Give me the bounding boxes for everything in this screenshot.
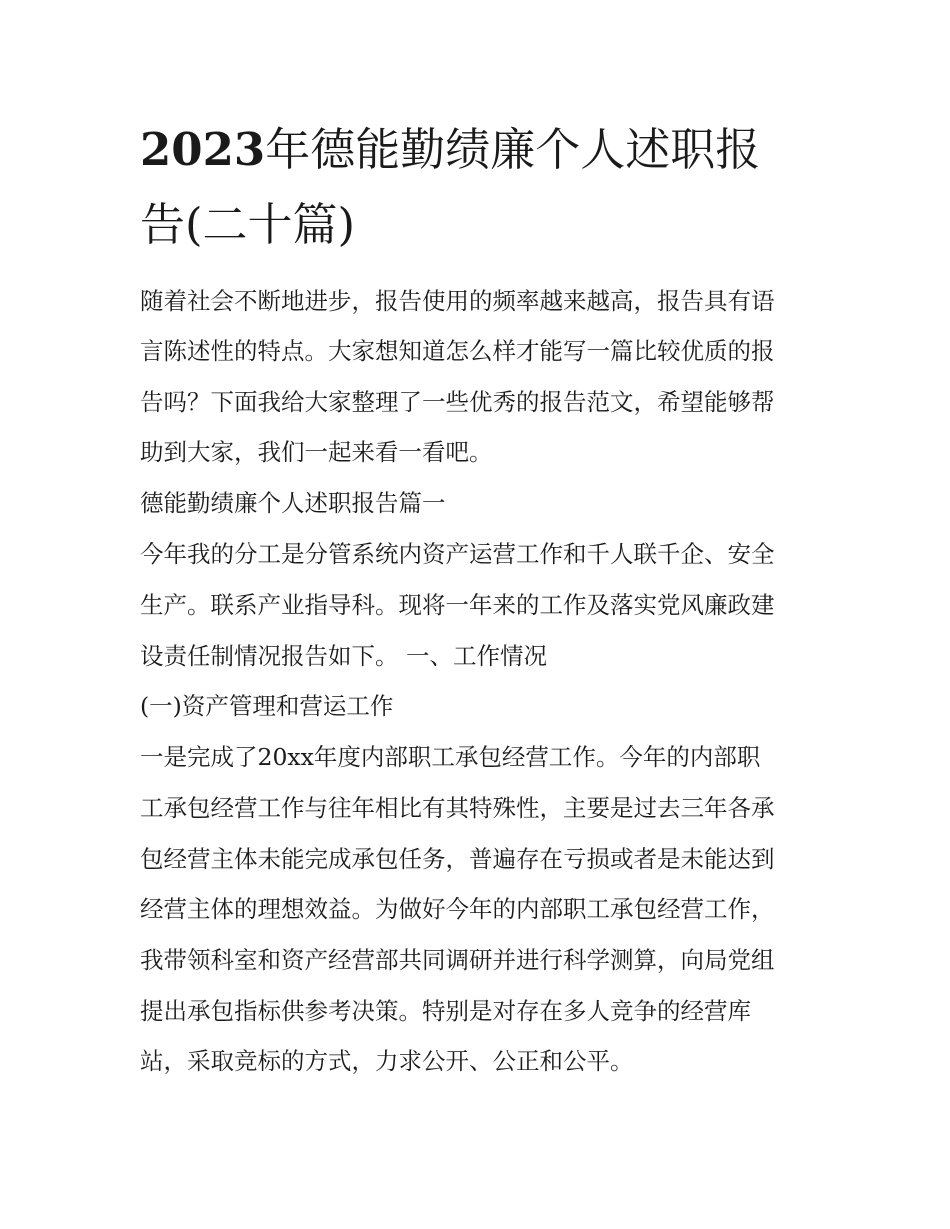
paragraph-line: 包经营主体未能完成承包任务，普遍存在亏损或者是未能达到 xyxy=(140,845,775,873)
paragraph-line: 助到大家，我们一起来看一看吧。 xyxy=(140,438,493,466)
title-line2: 告(二十篇) xyxy=(140,198,356,251)
paragraph-line: 一是完成了20xx年度内部职工承包经营工作。今年的内部职 xyxy=(140,743,761,771)
title-year: 2023 xyxy=(140,123,266,176)
document-title xyxy=(140,112,820,262)
paragraph-line: 站，采取竞标的方式，力求公开、公正和公平。 xyxy=(140,1047,634,1075)
paragraph-line: 我带领科室和资产经营部共同调研并进行科学测算，向局党组 xyxy=(140,946,775,974)
paragraph-line: 提出承包指标供参考决策。特别是对存在多人竞争的经营库 xyxy=(140,997,751,1025)
paragraph-line: 言陈述性的特点。大家想知道怎么样才能写一篇比较优质的报 xyxy=(140,337,775,365)
document-page xyxy=(140,0,820,1229)
paragraph-line: 生产。联系产业指导科。现将一年来的工作及落实党风廉政建 xyxy=(140,591,775,619)
subsection-heading: (一)资产管理和营运工作 xyxy=(140,692,394,720)
paragraph-line: 今年我的分工是分管系统内资产运营工作和千人联千企、安全 xyxy=(140,540,775,568)
paragraph-line: 告吗？下面我给大家整理了一些优秀的报告范文，希望能够帮 xyxy=(140,388,775,416)
paragraph-line: 经营主体的理想效益。为做好今年的内部职工承包经营工作， xyxy=(140,895,775,923)
section-heading: 德能勤绩廉个人述职报告篇一 xyxy=(140,489,446,517)
title-line1: 年德能勤绩廉个人述职报 xyxy=(265,123,761,176)
paragraph-line: 工承包经营工作与往年相比有其特殊性，主要是过去三年各承 xyxy=(140,794,775,822)
paragraph-line: 随着社会不断地进步，报告使用的频率越来越高，报告具有语 xyxy=(140,287,775,315)
paragraph-line: 设责任制情况报告如下。 一、工作情况 xyxy=(140,642,547,670)
